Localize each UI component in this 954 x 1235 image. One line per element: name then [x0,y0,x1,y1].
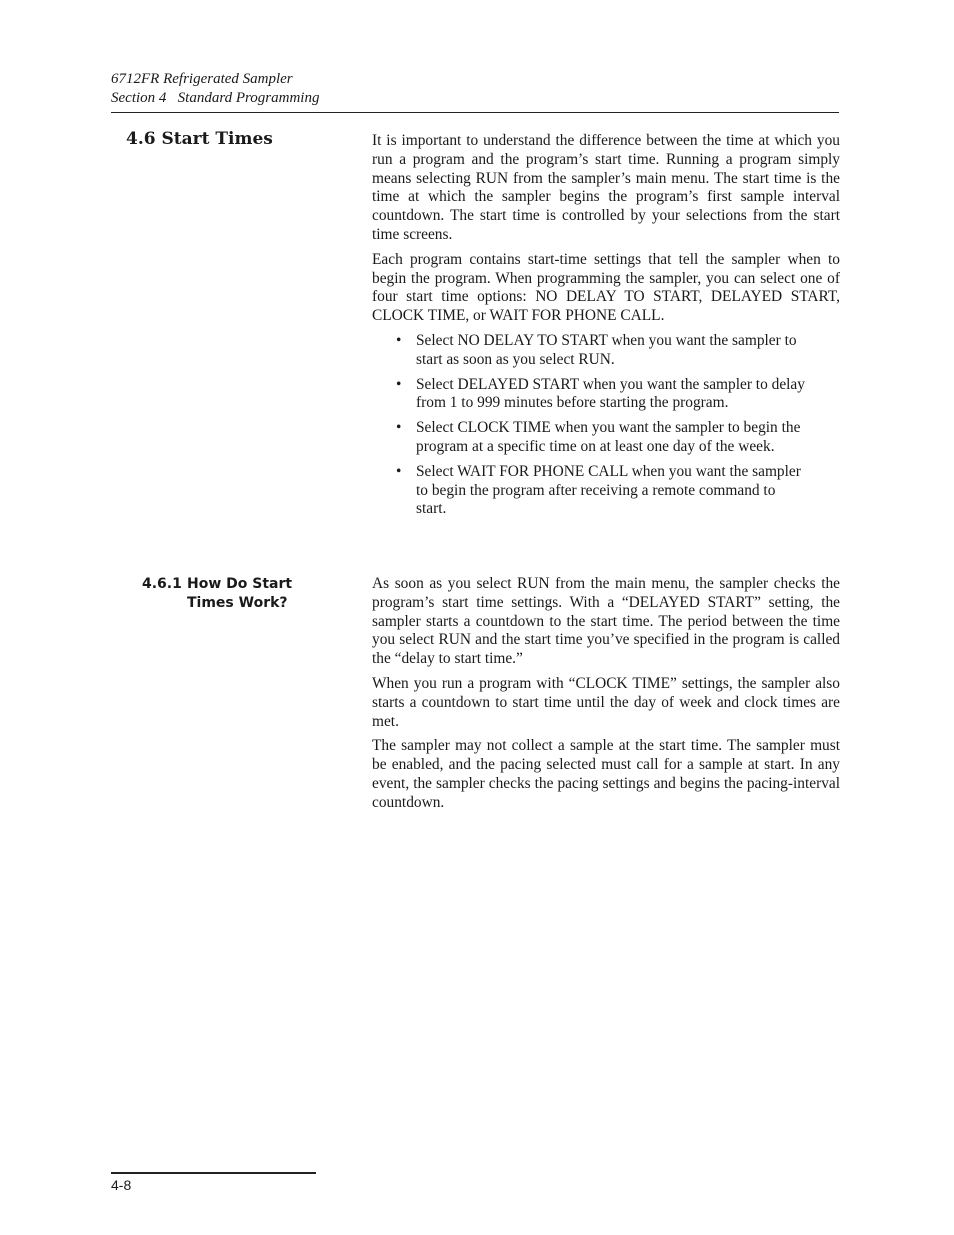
section-title: 4.6 Start Times [126,129,273,149]
list-item [372,419,806,457]
subsection-paragraph: The sampler may not collect a sample at the start time. The sampler must be enabled, and the pacing selected must call for a sample at start. In any event, the sampler checks the pacing settings and begins the pacing-interval countdown. [372,737,840,811]
section-body [372,132,840,525]
header-manual-title: 6712FR Refrigerated Sampler [111,71,293,87]
header-rule [111,112,839,113]
header-section-title: Section 4 Standard Programming [111,90,320,106]
section-paragraph: Each program contains start-time settings that tell the sampler when to begin the program. When programming the sampler, you can select one of four start time options: NO DELAY TO START, DELAYED START, CLOCK TIME, or WAIT FOR PHONE CALL. [372,250,840,325]
footer-rule [111,1172,316,1174]
list-item-text: Select WAIT FOR PHONE CALL when you want the sampler to begin the program after receiving a remote command to start. [416,462,801,518]
list-item [372,376,806,414]
page-number: 4-8 [111,1177,132,1193]
bullet-glyph: • [396,331,402,349]
subsection-paragraph: When you run a program with “CLOCK TIME” settings, the sampler also starts a countdown to start time until the day of week and clock times are met. [372,674,840,730]
bullet-glyph: • [396,419,402,437]
start-options-list [372,332,840,519]
subsection-paragraph: As soon as you select RUN from the main menu, the sampler checks the program’s start time settings. With a “DELAYED START” setting, the sampler starts a countdown to the start time. The period between the time you select RUN and the start time you’ve specified in the program is called the “delay to start time.” [372,575,840,668]
bullet-glyph: • [396,462,402,480]
list-item [372,463,806,519]
running-header [111,70,839,108]
subsection-heading [142,575,342,613]
subsection-number: 4.6.1 [142,576,182,592]
subsection-title: How Do Start Times Work? [187,576,293,611]
list-item-text: Select CLOCK TIME when you want the sampler to begin the program at a specific time on at least one day of the week. [416,419,801,455]
list-item-text: Select NO DELAY TO START when you want the sampler to start as soon as you select RUN. [416,331,797,368]
section-paragraph: It is important to understand the difference between the time at which you run a program and the program’s start time. Running a program simply means selecting RUN from the sampler’s main menu. The start time is the time at which the sampler begins the program’s first sample interval countdown. The start time is controlled by your selections from the start time screens. [372,132,840,243]
bullet-glyph: • [396,375,402,393]
list-item [372,332,806,370]
subsection-body [372,575,840,819]
list-item-text: Select DELAYED START when you want the sampler to delay from 1 to 999 minutes before starting the program. [416,375,805,412]
